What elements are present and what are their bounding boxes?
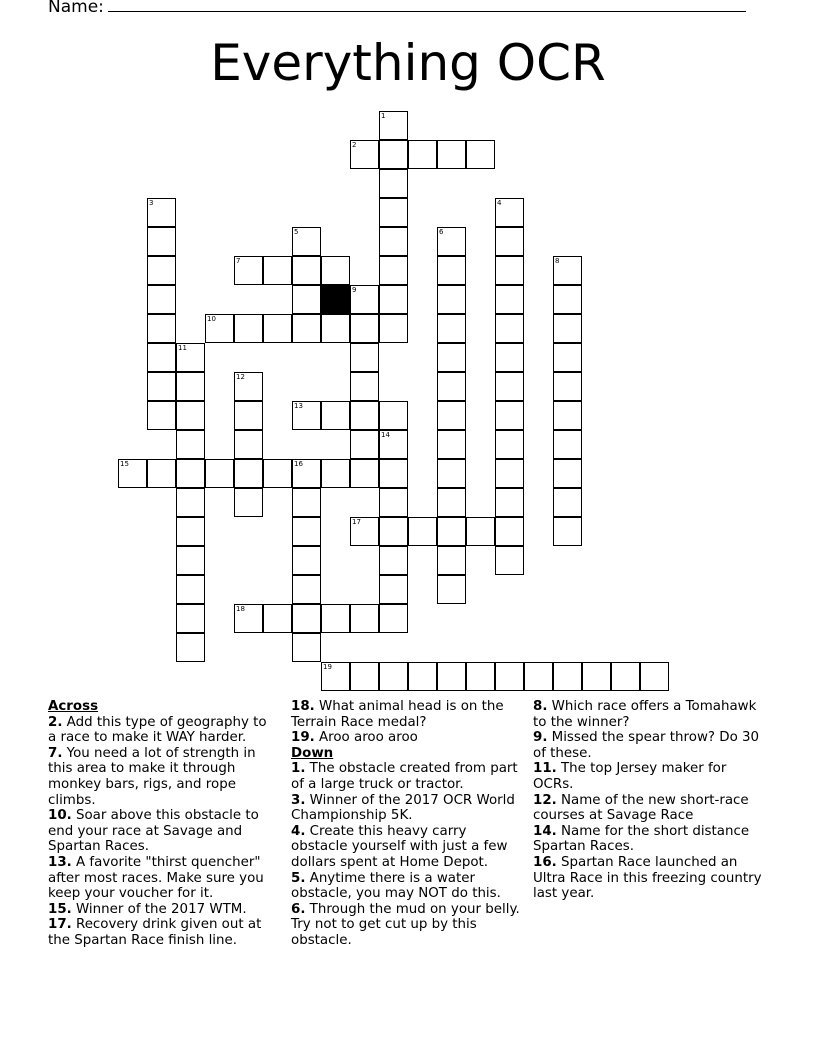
grid-cell[interactable] — [553, 372, 582, 401]
grid-cell[interactable] — [321, 256, 350, 285]
cell-number: 6 — [439, 228, 444, 236]
clue-number: 1. — [291, 761, 306, 777]
clue-text: Which race offers a Tomahawk to the winner? — [533, 699, 757, 730]
clue-item — [533, 761, 763, 792]
clue-text: Aroo aroo aroo — [314, 730, 418, 746]
clue-column-3 — [533, 699, 763, 902]
grid-cell[interactable] — [437, 459, 466, 488]
grid-cell[interactable] — [176, 459, 205, 488]
grid-cell[interactable] — [437, 285, 466, 314]
clue-item — [48, 808, 278, 855]
cell-number: 2 — [352, 141, 357, 149]
grid-cell[interactable] — [292, 604, 321, 633]
grid-cell[interactable] — [379, 227, 408, 256]
grid-cell[interactable] — [234, 430, 263, 459]
grid-cell[interactable] — [611, 662, 640, 691]
grid-cell[interactable] — [234, 488, 263, 517]
grid-cell[interactable] — [553, 517, 582, 546]
grid-cell[interactable] — [379, 662, 408, 691]
grid-cell[interactable] — [495, 285, 524, 314]
grid-cell[interactable] — [553, 285, 582, 314]
grid-cell[interactable] — [379, 546, 408, 575]
grid-cell[interactable] — [118, 459, 147, 488]
grid-cell[interactable] — [147, 314, 176, 343]
grid-cell[interactable] — [553, 343, 582, 372]
clue-text: The top Jersey maker for OCRs. — [533, 761, 727, 792]
grid-cell[interactable] — [292, 488, 321, 517]
grid-cell[interactable] — [292, 517, 321, 546]
cell-number: 1 — [381, 112, 386, 120]
grid-cell[interactable] — [379, 198, 408, 227]
clue-column-1 — [48, 699, 278, 949]
cell-number: 11 — [178, 344, 187, 352]
cell-number: 18 — [236, 605, 245, 613]
clue-number: 13. — [48, 854, 72, 870]
clue-number: 2. — [48, 714, 63, 730]
down-clue-list-continued — [533, 699, 763, 902]
grid-cell[interactable] — [176, 430, 205, 459]
grid-cell[interactable] — [176, 575, 205, 604]
grid-cell[interactable] — [350, 604, 379, 633]
clue-text: Soar above this obstacle to end your race at Savage and Spartan Races. — [48, 808, 259, 855]
clue-item — [48, 715, 278, 746]
clue-item — [291, 902, 521, 949]
grid-cell[interactable] — [379, 285, 408, 314]
grid-cell[interactable] — [147, 256, 176, 285]
grid-cell[interactable] — [176, 604, 205, 633]
grid-cell[interactable] — [350, 372, 379, 401]
clue-number: 3. — [291, 792, 306, 808]
grid-cell[interactable] — [321, 662, 350, 691]
clue-number: 16. — [533, 854, 557, 870]
grid-cell[interactable] — [147, 343, 176, 372]
grid-cell[interactable] — [495, 546, 524, 575]
clue-column-2 — [291, 699, 521, 949]
grid-cell[interactable] — [350, 430, 379, 459]
grid-cell[interactable] — [350, 343, 379, 372]
grid-cell[interactable] — [350, 459, 379, 488]
grid-cell[interactable] — [147, 459, 176, 488]
clue-text: Winner of the 2017 WTM. — [71, 901, 247, 917]
clue-item — [291, 699, 521, 730]
grid-cell[interactable] — [234, 314, 263, 343]
clue-item — [533, 699, 763, 730]
cell-number: 10 — [207, 315, 216, 323]
grid-cell[interactable] — [263, 256, 292, 285]
grid-cell[interactable] — [553, 314, 582, 343]
grid-cell[interactable] — [379, 314, 408, 343]
grid-cell[interactable] — [292, 227, 321, 256]
grid-cell[interactable] — [495, 256, 524, 285]
clue-text: A favorite "thirst quencher" after most races. Make sure you keep your voucher for it. — [48, 854, 264, 902]
grid-cell[interactable] — [234, 459, 263, 488]
grid-cell[interactable] — [350, 140, 379, 169]
grid-cell[interactable] — [234, 401, 263, 430]
grid-cell[interactable] — [234, 256, 263, 285]
grid-cell[interactable] — [437, 575, 466, 604]
grid-cell[interactable] — [553, 459, 582, 488]
clue-item — [291, 730, 521, 746]
grid-cell[interactable] — [437, 546, 466, 575]
grid-cell[interactable] — [263, 604, 292, 633]
grid-cell[interactable] — [437, 662, 466, 691]
name-label: Name: — [48, 0, 104, 17]
clue-item — [291, 761, 521, 792]
grid-cell[interactable] — [495, 314, 524, 343]
grid-cell[interactable] — [437, 488, 466, 517]
grid-cell[interactable] — [524, 662, 553, 691]
grid-cell[interactable] — [379, 517, 408, 546]
grid-cell[interactable] — [379, 169, 408, 198]
grid-cell[interactable] — [350, 401, 379, 430]
grid-cell[interactable] — [234, 604, 263, 633]
clue-number: 6. — [291, 901, 306, 917]
grid-cell[interactable] — [495, 227, 524, 256]
grid-cell[interactable] — [495, 488, 524, 517]
grid-cell[interactable] — [292, 546, 321, 575]
cell-number: 17 — [352, 518, 361, 526]
clue-item — [48, 917, 278, 948]
across-clue-list-continued — [291, 699, 521, 746]
clue-text: You need a lot of strength in this area to make it through monkey bars, rigs, and rope climbs. — [48, 745, 256, 808]
grid-cell[interactable] — [321, 604, 350, 633]
grid-cell[interactable] — [408, 140, 437, 169]
clue-text: Add this type of geography to a race to make it WAY harder. — [48, 714, 267, 746]
grid-cell[interactable] — [379, 256, 408, 285]
grid-cell[interactable] — [437, 343, 466, 372]
clue-text: Through the mud on your belly. Try not to get cut up by this obstacle. — [291, 901, 520, 948]
clue-number: 5. — [291, 870, 306, 886]
grid-cell[interactable] — [176, 517, 205, 546]
grid-cell[interactable] — [495, 517, 524, 546]
grid-cell[interactable] — [292, 575, 321, 604]
grid-cell[interactable] — [495, 343, 524, 372]
grid-cell[interactable] — [437, 517, 466, 546]
grid-cell[interactable] — [292, 459, 321, 488]
cell-number: 3 — [149, 199, 154, 207]
grid-cell[interactable] — [437, 227, 466, 256]
grid-cell[interactable] — [321, 314, 350, 343]
down-clue-list — [291, 761, 521, 948]
grid-cell[interactable] — [466, 140, 495, 169]
grid-cell[interactable] — [147, 285, 176, 314]
grid-cell[interactable] — [350, 314, 379, 343]
grid-cell[interactable] — [495, 401, 524, 430]
grid-cell[interactable] — [437, 372, 466, 401]
grid-cell[interactable] — [292, 633, 321, 662]
clue-item — [533, 730, 763, 761]
clue-number: 11. — [533, 761, 557, 777]
grid-cell[interactable] — [350, 662, 379, 691]
grid-cell[interactable] — [408, 517, 437, 546]
clue-number: 10. — [48, 808, 72, 824]
clue-number: 15. — [48, 901, 72, 917]
clue-number: 19. — [291, 730, 315, 746]
clue-item — [48, 855, 278, 902]
grid-cell[interactable] — [350, 285, 379, 314]
grid-cell[interactable] — [147, 401, 176, 430]
grid-cell[interactable] — [292, 401, 321, 430]
grid-cell[interactable] — [205, 459, 234, 488]
grid-cell[interactable] — [437, 140, 466, 169]
grid-cell[interactable] — [350, 517, 379, 546]
clue-number: 18. — [291, 699, 315, 714]
clue-item — [291, 871, 521, 902]
grid-cell[interactable] — [408, 662, 437, 691]
grid-cell[interactable] — [379, 575, 408, 604]
clue-item — [533, 824, 763, 855]
clue-text: Spartan Race launched an Ultra Race in this freezing country last year. — [533, 854, 762, 902]
cell-number: 4 — [497, 199, 502, 207]
clue-text: Missed the spear throw? Do 30 of these. — [533, 730, 760, 761]
grid-cell[interactable] — [553, 256, 582, 285]
clue-text: The obstacle created from part of a large truck or tractor. — [291, 761, 518, 792]
grid-cell[interactable] — [379, 401, 408, 430]
grid-cell[interactable] — [466, 662, 495, 691]
grid-cell[interactable] — [379, 140, 408, 169]
cell-number: 9 — [352, 286, 357, 294]
black-cell — [321, 285, 350, 314]
down-heading: Down — [291, 745, 334, 761]
grid-cell[interactable] — [263, 314, 292, 343]
cell-number: 14 — [381, 431, 390, 439]
clue-text: What animal head is on the Terrain Race medal? — [291, 699, 504, 730]
grid-cell[interactable] — [553, 430, 582, 459]
grid-cell[interactable] — [176, 343, 205, 372]
clue-text: Create this heavy carry obstacle yourself with just a few dollars spent at Home Depot. — [291, 823, 508, 870]
grid-cell[interactable] — [147, 198, 176, 227]
cell-number: 19 — [323, 663, 332, 671]
grid-cell[interactable] — [582, 662, 611, 691]
grid-cell[interactable] — [495, 430, 524, 459]
clue-item — [48, 746, 278, 808]
grid-cell[interactable] — [379, 488, 408, 517]
clue-item — [291, 793, 521, 824]
grid-cell[interactable] — [495, 372, 524, 401]
grid-cell[interactable] — [321, 459, 350, 488]
grid-cell[interactable] — [205, 314, 234, 343]
grid-cell[interactable] — [147, 372, 176, 401]
clue-text: Winner of the 2017 OCR World Championship 5K. — [291, 792, 515, 824]
clue-number: 12. — [533, 792, 557, 808]
grid-cell[interactable] — [466, 517, 495, 546]
clue-number: 17. — [48, 917, 72, 933]
clue-text: Name for the short distance Spartan Races. — [533, 823, 750, 855]
cell-number: 15 — [120, 460, 129, 468]
clue-number: 8. — [533, 699, 548, 714]
grid-cell[interactable] — [437, 256, 466, 285]
grid-cell[interactable] — [553, 662, 582, 691]
grid-cell[interactable] — [379, 111, 408, 140]
grid-cell[interactable] — [292, 314, 321, 343]
clue-item — [533, 793, 763, 824]
grid-cell[interactable] — [437, 430, 466, 459]
grid-cell[interactable] — [292, 285, 321, 314]
grid-cell[interactable] — [176, 372, 205, 401]
clue-item — [291, 824, 521, 871]
cell-number: 5 — [294, 228, 299, 236]
grid-cell[interactable] — [379, 604, 408, 633]
clue-text: Name of the new short-race courses at Savage Race — [533, 792, 749, 824]
grid-cell[interactable] — [379, 430, 408, 459]
across-clue-list — [48, 715, 278, 949]
cell-number: 8 — [555, 257, 560, 265]
grid-cell[interactable] — [176, 633, 205, 662]
clue-item — [48, 902, 278, 918]
grid-cell[interactable] — [553, 488, 582, 517]
clue-text: Anytime there is a water obstacle, you may NOT do this. — [291, 870, 501, 902]
grid-cell[interactable] — [437, 401, 466, 430]
grid-cell[interactable] — [640, 662, 669, 691]
grid-cell[interactable] — [321, 401, 350, 430]
grid-cell[interactable] — [147, 227, 176, 256]
grid-cell[interactable] — [176, 401, 205, 430]
grid-cell[interactable] — [437, 314, 466, 343]
clue-item — [533, 855, 763, 902]
cell-number: 13 — [294, 402, 303, 410]
grid-cell[interactable] — [176, 488, 205, 517]
grid-cell[interactable] — [263, 459, 292, 488]
cell-number: 7 — [236, 257, 241, 265]
cell-number: 16 — [294, 460, 303, 468]
cell-number: 12 — [236, 373, 245, 381]
grid-cell[interactable] — [379, 459, 408, 488]
grid-cell[interactable] — [495, 459, 524, 488]
grid-cell[interactable] — [292, 256, 321, 285]
grid-cell[interactable] — [553, 401, 582, 430]
clue-number: 14. — [533, 823, 557, 839]
across-heading: Across — [48, 699, 99, 714]
puzzle-title: Everything OCR — [210, 34, 606, 92]
clue-text: Recovery drink given out at the Spartan Race finish line. — [48, 917, 262, 948]
grid-cell[interactable] — [176, 546, 205, 575]
grid-cell[interactable] — [495, 662, 524, 691]
grid-cell[interactable] — [495, 198, 524, 227]
grid-cell[interactable] — [234, 372, 263, 401]
clue-number: 4. — [291, 823, 306, 839]
clue-number: 9. — [533, 730, 548, 746]
clue-number: 7. — [48, 745, 63, 761]
